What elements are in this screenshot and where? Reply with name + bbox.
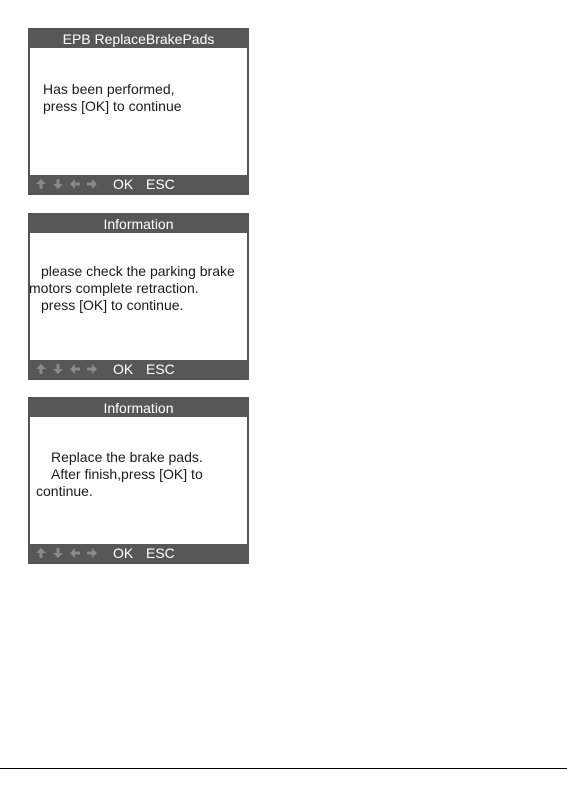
screen-title: Information [30,215,247,233]
esc-button[interactable]: ESC [146,361,175,377]
screen-information-replace-pads [28,397,249,564]
message-line: motors complete retraction. [29,280,199,296]
message-line: Has been performed, [43,81,175,97]
message-line: After finish,press [OK] to [51,466,203,482]
esc-button[interactable]: ESC [146,545,175,561]
arrow-right-icon[interactable] [86,178,98,190]
screen-message [30,417,247,544]
screen-footer [30,544,247,562]
arrow-right-icon[interactable] [86,363,98,375]
nav-arrows [35,360,98,378]
message-line: continue. [36,483,93,499]
screen-epb-replace-brake-pads [28,28,249,195]
nav-arrows [35,544,98,562]
message-line: press [OK] to continue [43,98,182,114]
ok-button[interactable]: OK [113,176,134,192]
arrow-right-icon[interactable] [86,547,98,559]
arrow-up-icon[interactable] [35,178,47,190]
screen-message [30,48,247,175]
arrow-left-icon[interactable] [69,363,81,375]
arrow-up-icon[interactable] [35,363,47,375]
screen-title: Information [30,399,247,417]
arrow-left-icon[interactable] [69,178,81,190]
arrow-left-icon[interactable] [69,547,81,559]
screen-information-retraction [28,213,249,380]
arrow-down-icon[interactable] [52,178,64,190]
ok-button[interactable]: OK [113,361,134,377]
nav-arrows [35,175,98,193]
arrow-up-icon[interactable] [35,547,47,559]
arrow-down-icon[interactable] [52,363,64,375]
esc-button[interactable]: ESC [146,176,175,192]
ok-button[interactable]: OK [113,545,134,561]
screen-message [30,233,247,360]
page-footer-rule [0,768,567,769]
arrow-down-icon[interactable] [52,547,64,559]
message-line: Replace the brake pads. [51,449,203,465]
message-line: press [OK] to continue. [41,297,184,313]
screen-title: EPB ReplaceBrakePads [30,30,247,48]
message-line: please check the parking brake [41,263,235,279]
screen-footer [30,360,247,378]
screen-footer [30,175,247,193]
